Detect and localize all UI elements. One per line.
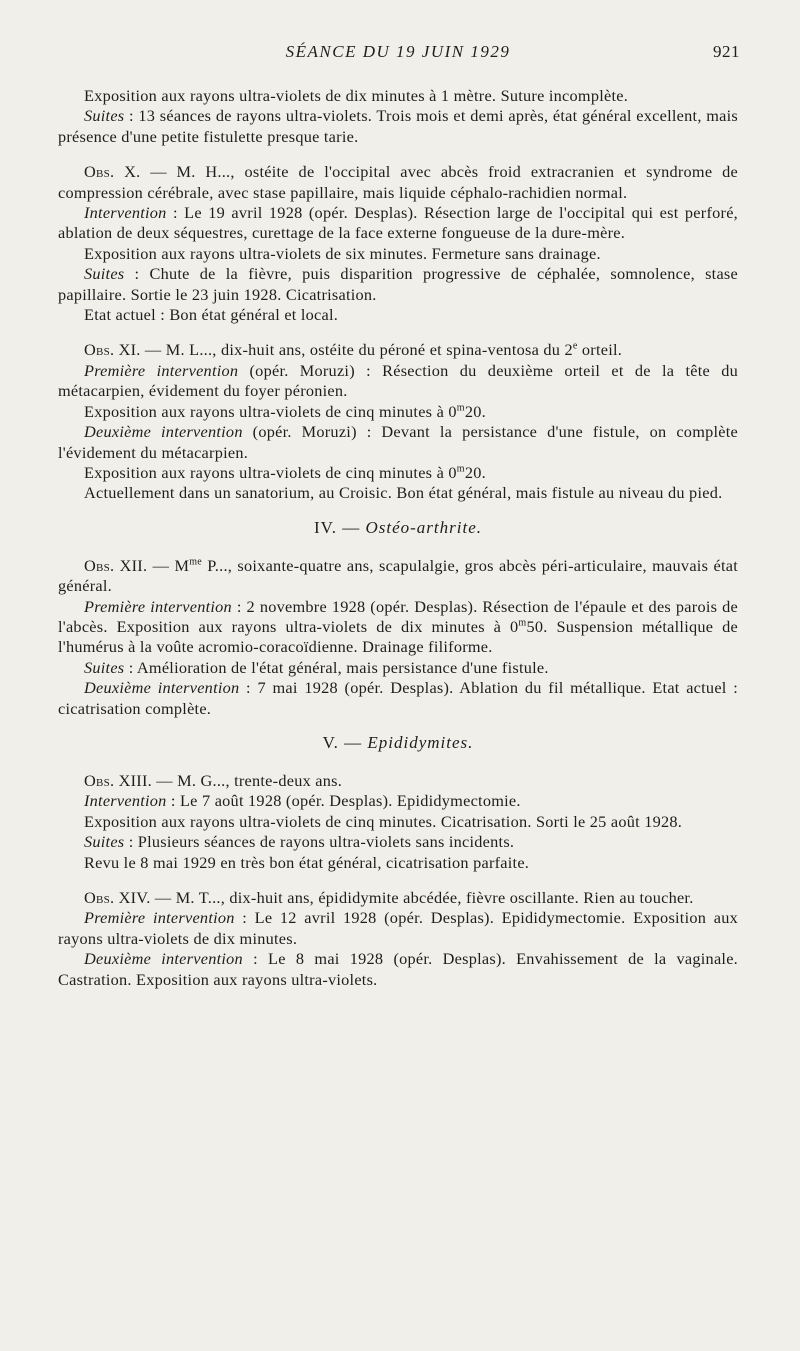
- italic-label: Première intervention: [84, 908, 235, 928]
- paragraph: [58, 597, 738, 658]
- paragraph-text: Actuellement dans un sanatorium, au Croisic. Bon état général, mais fistule au niveau du pied.: [84, 483, 723, 503]
- paragraph-text: : Amélioration de l'état général, mais persistance d'une fistule.: [124, 657, 549, 677]
- paragraph: [58, 771, 738, 791]
- paragraph-text: P..., soixante-quatre ans, scapulalgie, gros abcès péri-articulaire, mauvais état général.: [58, 555, 738, 596]
- italic-label: Suites: [84, 832, 125, 852]
- paragraph-text: : Le 7 août 1928 (opér. Desplas). Epididymectomie.: [166, 791, 521, 811]
- paragraph-text: Exposition aux rayons ultra-violets de cinq minutes. Cicatrisation. Sorti le 25 août 1928.: [84, 811, 683, 831]
- paragraph-text: Revu le 8 mai 1929 en très bon état général, cicatrisation parfaite.: [84, 852, 530, 872]
- paragraph-text: — M. G..., trente-deux ans.: [151, 770, 343, 790]
- observation-label: Obs. X.: [84, 162, 141, 182]
- paragraph: [58, 678, 738, 719]
- paragraph-text: 20.: [464, 401, 486, 421]
- paragraph-text: : Chute de la fièvre, puis disparition progressive de céphalée, somnolence, stase papillaire. Sortie le 23 juin 1928. Cicatrisation.: [58, 264, 738, 304]
- paragraph: [58, 244, 738, 264]
- paragraph-text: — M. L..., dix-huit ans, ostéite du péroné et spina-ventosa du 2: [140, 340, 573, 360]
- section-heading: [58, 518, 738, 538]
- italic-label: Suites: [84, 106, 125, 126]
- page-number: 921: [713, 42, 740, 61]
- paragraph-text: : Le 19 avril 1928 (opér. Desplas). Résection large de l'occipital qui est perforé, ablation de deux séquestres, curettage de la face externe fongueuse de la dure-mère.: [58, 203, 738, 243]
- italic-label: Suites: [84, 264, 125, 284]
- paragraph-text: — M. T..., dix-huit ans, épididymite abcédée, fièvre oscillante. Rien au toucher.: [150, 888, 694, 907]
- paragraph: [58, 106, 738, 147]
- paragraph-text: Etat actuel : Bon état général et local.: [84, 305, 339, 325]
- section-number: IV. —: [313, 517, 366, 537]
- paragraph: [58, 853, 738, 873]
- paragraph-gap: [58, 147, 738, 162]
- italic-label: Intervention: [84, 203, 167, 223]
- italic-label: Deuxième intervention: [84, 678, 240, 698]
- paragraph: [58, 483, 738, 503]
- paragraph: [58, 832, 738, 852]
- italic-label: Deuxième intervention: [84, 949, 243, 969]
- paragraph: [58, 949, 738, 990]
- paragraph-text: 20.: [464, 462, 486, 482]
- paragraph-text: : 2 novembre 1928 (opér. Desplas). Résection de l'épaule et des parois de l'abcès. Exposition aux rayons ultra-violets de dix minutes à 0: [58, 596, 738, 636]
- paragraph-gap: [58, 325, 738, 340]
- italic-label: Première intervention: [84, 360, 239, 380]
- paragraph-text: : 7 mai 1928 (opér. Desplas). Ablation du fil métallique. Etat actuel : cicatrisation complète.: [58, 678, 738, 718]
- paragraph: [58, 361, 738, 402]
- paragraph: [58, 86, 738, 106]
- paragraph-text: — M: [147, 555, 190, 575]
- observation-label: Obs. XIV.: [84, 888, 151, 907]
- paragraph-text: (opér. Moruzi) : Résection du deuxième orteil et de la tête du métacarpien, évidement du foyer péronien.: [58, 360, 738, 401]
- paragraph: [58, 162, 738, 203]
- paragraph: [58, 908, 738, 949]
- italic-label: Première intervention: [84, 596, 232, 616]
- section-title: Epididymites.: [367, 732, 474, 752]
- paragraph: [58, 402, 738, 422]
- italic-label: Intervention: [84, 791, 167, 811]
- observation-label: Obs. XII.: [84, 555, 148, 575]
- section-heading: [58, 733, 738, 753]
- italic-label: Suites: [84, 657, 125, 677]
- superscript: me: [189, 556, 202, 568]
- paragraph-text: Exposition aux rayons ultra-violets de dix minutes à 1 mètre. Suture incomplète.: [84, 86, 629, 105]
- paragraph: [58, 305, 738, 325]
- running-title: SÉANCE DU 19 JUIN 1929: [285, 42, 511, 61]
- paragraph-text: (opér. Moruzi) : Devant la persistance d'une fistule, on complète l'évidement du métacarpien.: [58, 422, 739, 462]
- paragraph-text: : Le 12 avril 1928 (opér. Desplas). Epididymectomie. Exposition aux rayons ultra-violets de dix minutes.: [58, 908, 738, 948]
- paragraph: [58, 556, 738, 597]
- document-body: [58, 86, 738, 990]
- paragraph-text: : Le 8 mai 1928 (opér. Desplas). Envahissement de la vaginale. Castration. Exposition aux rayons ultra-violets.: [58, 949, 738, 989]
- paragraph: [58, 340, 738, 360]
- paragraph: [58, 812, 738, 832]
- superscript: e: [572, 341, 578, 353]
- paragraph-text: : Plusieurs séances de rayons ultra-violets sans incidents.: [124, 832, 515, 852]
- paragraph: [58, 203, 738, 244]
- section-number: V. —: [322, 732, 368, 752]
- paragraph-text: Exposition aux rayons ultra-violets de cinq minutes à 0: [84, 462, 457, 482]
- italic-label: Deuxième intervention: [84, 422, 243, 442]
- superscript: m: [456, 402, 465, 414]
- paragraph: [58, 658, 738, 678]
- paragraph-text: : 13 séances de rayons ultra-violets. Trois mois et demi après, état général excellent, mais présence d'une petite fistulette presque tarie.: [58, 106, 738, 146]
- paragraph-text: 50. Suspension métallique de l'humérus à la voûte acromio-coracoïdienne. Drainage filiforme.: [58, 616, 738, 657]
- paragraph: [58, 463, 738, 483]
- page-header: [58, 42, 738, 72]
- paragraph: [58, 264, 738, 305]
- superscript: m: [518, 617, 527, 629]
- observation-label: Obs. XIII.: [84, 770, 152, 790]
- paragraph-text: — M. H..., ostéite de l'occipital avec abcès froid extracranien et syndrome de compression cérébrale, avec stase papillaire, mais liquide céphalo-rachidien normal.: [58, 162, 738, 202]
- paragraph-gap: [58, 873, 738, 888]
- paragraph: [58, 888, 738, 908]
- paragraph: [58, 791, 738, 811]
- observation-label: Obs. XI.: [84, 340, 141, 360]
- section-title: Ostéo-arthrite.: [365, 517, 483, 537]
- paragraph-text: Exposition aux rayons ultra-violets de cinq minutes à 0: [84, 401, 457, 421]
- superscript: m: [456, 463, 465, 475]
- paragraph-text: Exposition aux rayons ultra-violets de six minutes. Fermeture sans drainage.: [84, 243, 601, 263]
- paragraph: [58, 422, 738, 463]
- paragraph-text: orteil.: [577, 340, 623, 360]
